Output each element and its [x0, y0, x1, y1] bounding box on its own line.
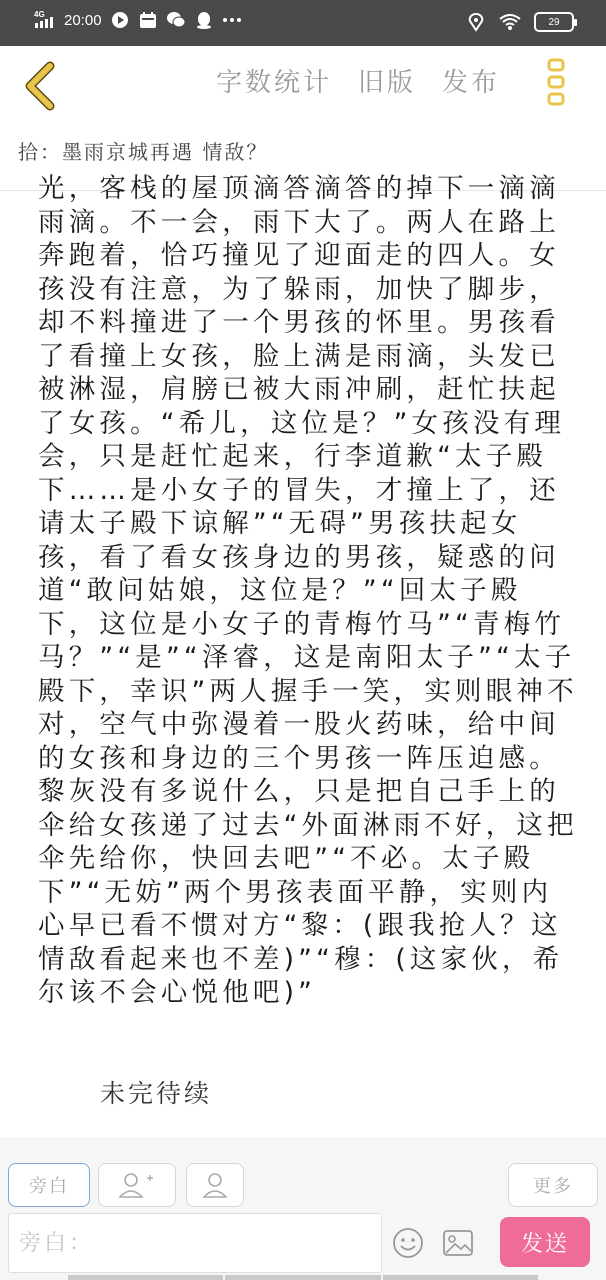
old-version-link[interactable]: 旧版	[358, 68, 417, 98]
nav-bar-segment	[68, 1275, 223, 1280]
status-bar	[0, 0, 606, 46]
calendar-icon	[138, 10, 158, 30]
signal-icon	[34, 10, 56, 30]
nav-gesture-bar	[68, 1275, 538, 1280]
status-left	[34, 10, 242, 30]
nav-bar-segment	[383, 1275, 538, 1280]
wechat-icon	[166, 10, 186, 30]
more-button[interactable]	[508, 1163, 598, 1207]
battery-level: 29	[548, 16, 560, 28]
to-be-continued: 未完待续	[100, 1079, 213, 1108]
play-icon	[110, 10, 130, 30]
narration-role-label: 旁白	[29, 1176, 69, 1197]
add-role-icon	[117, 1170, 157, 1200]
story-content[interactable]	[38, 173, 578, 1090]
back-arrow-icon[interactable]	[18, 58, 66, 114]
chapter-title[interactable]: 拾：墨雨京城再遇 情敌？	[18, 140, 269, 164]
more-vertical-icon[interactable]	[546, 58, 570, 106]
more-dots-icon	[222, 10, 242, 30]
qq-icon	[194, 10, 214, 30]
emoji-icon[interactable]	[392, 1227, 424, 1259]
message-field-container	[8, 1213, 382, 1273]
status-right	[466, 12, 574, 32]
add-role-button[interactable]	[98, 1163, 176, 1207]
more-label: 更多	[533, 1176, 573, 1197]
role-button[interactable]	[186, 1163, 244, 1207]
role-icon	[200, 1170, 230, 1200]
wifi-icon	[498, 12, 522, 32]
image-icon[interactable]	[442, 1227, 474, 1259]
word-count-link[interactable]: 字数统计	[216, 68, 333, 98]
story-text: 光，客栈的屋顶滴答滴答的掉下一滴滴雨滴。不一会，雨下大了。两人在路上奔跑着，恰巧撞见了迎面走的四人。女孩没有注意，为了躲雨，加快了脚步，却不料撞进了一个男孩的怀里。男孩看了看撞上女孩，脸上满是雨滴，头发已被淋湿，肩膀已被大雨冲刷，赶忙扶起了女孩。“希儿，这位是？”女孩没有理会，只是赶忙起来，行李道歉“太子殿下……是小女子的冒失，才撞上了，还请太子殿下谅解”“无碍”男孩扶起女孩，看了看女孩身边的男孩，疑惑的问道“敢问姑娘，这位是？”“回太子殿下，这位是小女子的青梅竹马”“青梅竹马？”“是”“泽睿，这是南阳太子”“太子殿下，幸识”两人握手一笑，实则眼神不对，空气中弥漫着一股火药味，给中间的女孩和身边的三个男孩一阵压迫感。黎灰没有多说什么，只是把自己手上的伞给女孩递了过去“外面淋雨不好，这把伞先给你，快回去吧”“不必。太子殿下”“无妨”两个男孩表面平静，实则内心早已看不惯对方“黎：(跟我抢人？这情敌看起来也不差)”“穆：(这家伙，希尔该不会心悦他吧)”	[38, 173, 578, 1008]
location-icon	[466, 12, 486, 32]
send-button[interactable]: 发送	[500, 1217, 590, 1267]
clock: 20:00	[64, 11, 102, 29]
composer-panel	[0, 1138, 606, 1280]
narration-role-button[interactable]	[8, 1163, 90, 1207]
editor-header	[0, 46, 606, 126]
message-input[interactable]	[19, 1231, 381, 1256]
nav-bar-segment	[225, 1275, 380, 1280]
network-label: 4G	[34, 10, 45, 19]
publish-link[interactable]: 发布	[442, 68, 501, 98]
battery-icon	[534, 12, 574, 32]
header-links	[216, 62, 500, 99]
